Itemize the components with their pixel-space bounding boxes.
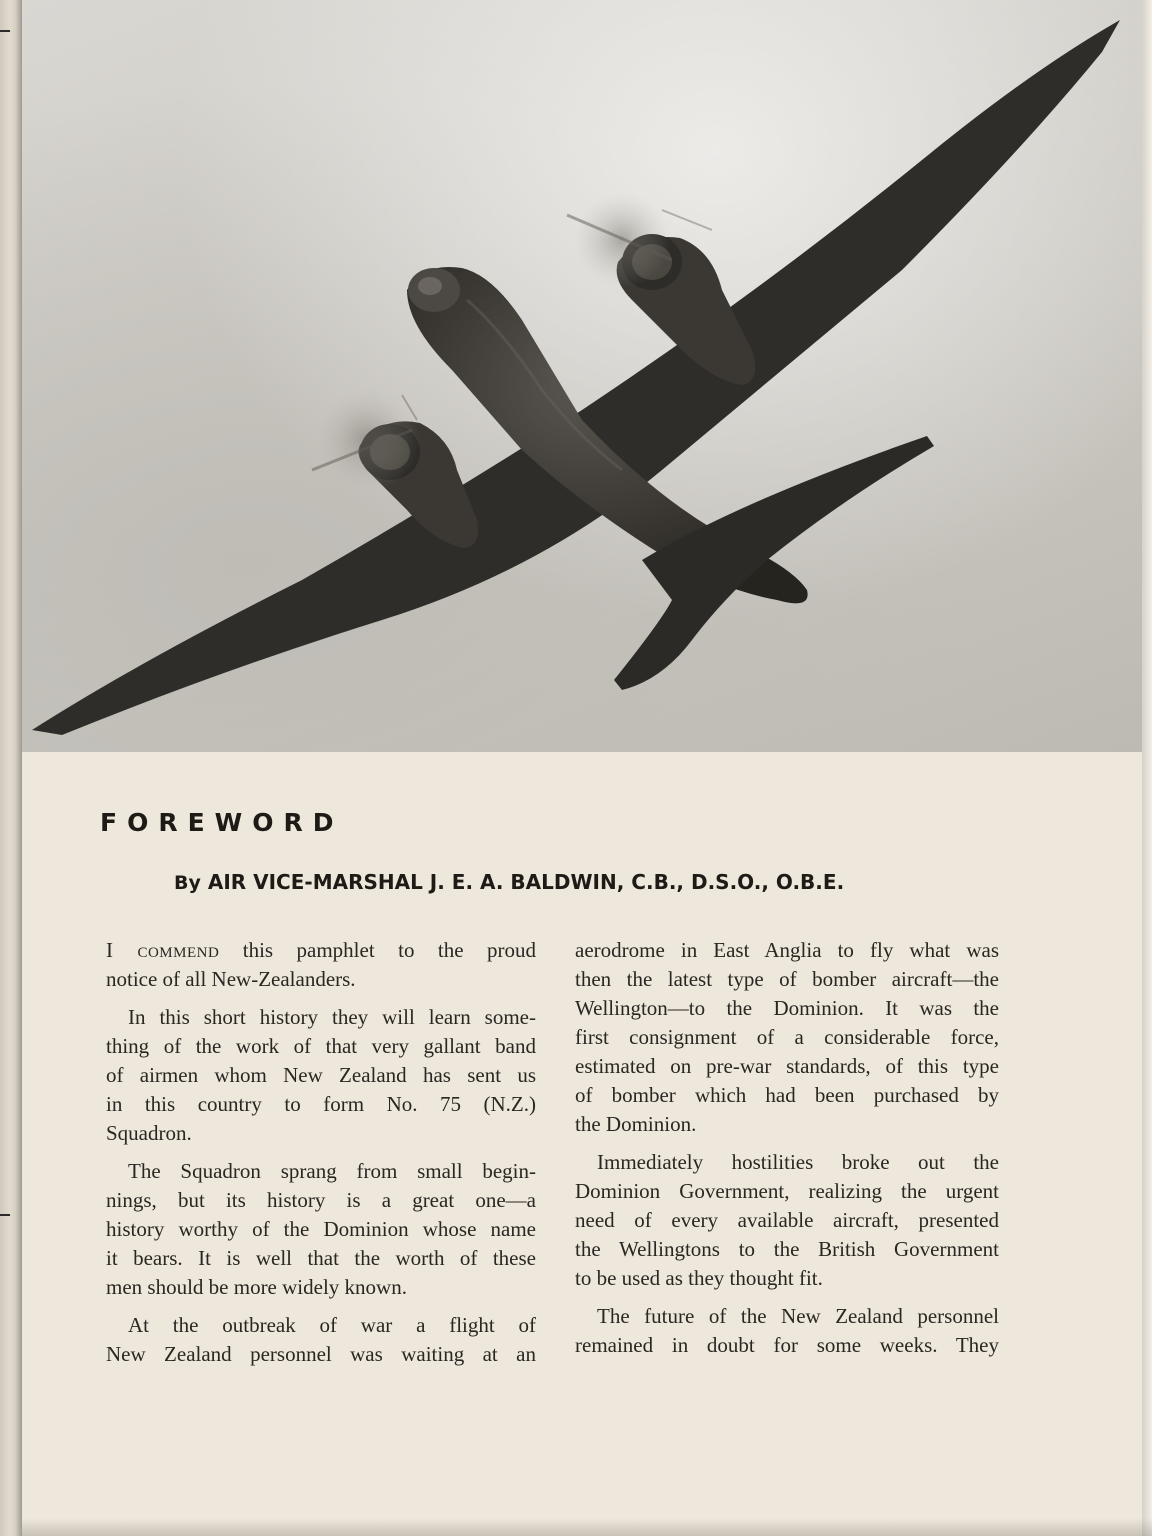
text-line: it bears. It is well that the worth of these <box>106 1246 536 1270</box>
paragraph <box>106 936 536 994</box>
paragraph <box>106 1157 536 1302</box>
page-bottom-shadow <box>22 1518 1152 1536</box>
text-line: New Zealand personnel was waiting at an <box>106 1342 536 1366</box>
text-line: Squadron. <box>106 1121 192 1145</box>
text-line: In this short history they will learn some- <box>128 1005 536 1029</box>
paragraph <box>106 1311 536 1369</box>
lead-in-smallcaps: I commend <box>106 938 220 962</box>
text-line: notice of all New-Zealanders. <box>106 967 356 991</box>
text-line: estimated on pre-war standards, of this type <box>575 1054 999 1078</box>
text-line: the Dominion. <box>575 1112 697 1136</box>
text-line: At the outbreak of war a flight of <box>128 1313 536 1337</box>
text-column-left <box>106 936 536 1369</box>
text-line: the Wellingtons to the British Government <box>575 1237 999 1261</box>
text-line <box>106 936 536 965</box>
text-line: remained in doubt for some weeks. They <box>575 1333 999 1357</box>
text-line: nings, but its history is a great one—a <box>106 1188 536 1212</box>
text-column-right <box>575 936 999 1360</box>
page-title: FOREWORD <box>100 808 344 837</box>
paragraph <box>106 1003 536 1148</box>
paragraph <box>575 1148 999 1293</box>
text-fragment: this pamphlet to the proud <box>242 938 536 962</box>
page-edge <box>1142 0 1152 1536</box>
text-line: history worthy of the Dominion whose name <box>106 1217 536 1241</box>
text-line: Dominion Government, realizing the urgent <box>575 1179 999 1203</box>
text-line: thing of the work of that very gallant band <box>106 1034 536 1058</box>
main-wing <box>32 20 1120 735</box>
bomber-aircraft-illustration <box>22 0 1142 752</box>
paragraph <box>575 1302 999 1360</box>
propeller-blur-left <box>315 388 419 492</box>
byline-prefix: By <box>174 872 201 894</box>
text-line: then the latest type of bomber aircraft—the <box>575 967 999 991</box>
text-line: first consignment of a considerable force, <box>575 1025 999 1049</box>
text-line: need of every available aircraft, presented <box>575 1208 999 1232</box>
byline-name: AIR VICE-MARSHAL J. E. A. BALDWIN, C.B., D.S.O., O.B.E. <box>207 870 845 894</box>
text-line: of bomber which had been purchased by <box>575 1083 999 1107</box>
text-line: to be used as they thought fit. <box>575 1266 823 1290</box>
text-line: men should be more widely known. <box>106 1275 407 1299</box>
text-line: in this country to form No. 75 (N.Z.) <box>106 1092 536 1116</box>
paragraph <box>575 936 999 1139</box>
text-line: of airmen whom New Zealand has sent us <box>106 1063 536 1087</box>
binding-mark <box>0 30 10 32</box>
binding-fold <box>0 0 22 1536</box>
aircraft-photo <box>22 0 1142 752</box>
text-line: The Squadron sprang from small begin- <box>128 1159 536 1183</box>
text-line: Immediately hostilities broke out the <box>597 1150 999 1174</box>
byline <box>174 870 844 894</box>
text-line: Wellington—to the Dominion. It was the <box>575 996 999 1020</box>
text-line: aerodrome in East Anglia to fly what was <box>575 938 999 962</box>
binding-mark <box>0 1214 10 1216</box>
text-line: The future of the New Zealand personnel <box>597 1304 999 1328</box>
